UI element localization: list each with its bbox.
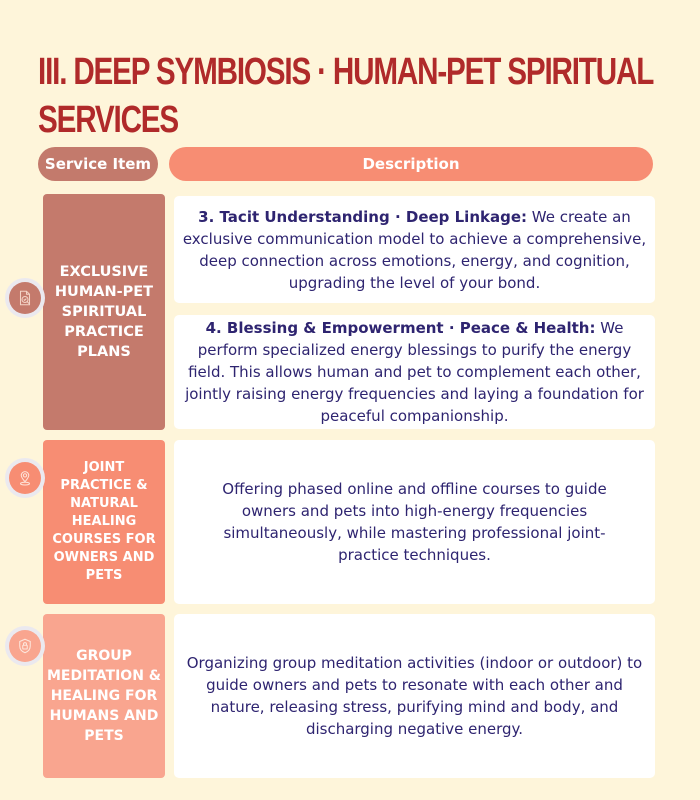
description-lead: 3. Tacit Understanding · Deep Linkage: [198,207,528,226]
service-icon-badge [5,458,45,498]
page-title: III. DEEP SYMBIOSIS · HUMAN-PET SPIRITUAL SERVICES [38,51,653,141]
description-card [174,196,655,303]
description-text: 4. Blessing & Empowerment · Peace & Health: We perform specialized energy blessings to purify the energy field. This allows human and pet to complement each other, jointly raising energy frequencies and laying a foundation for peaceful companionship. [185,319,644,425]
header-service-item: Service Item [38,147,158,181]
description-text: Offering phased online and offline courses to guide owners and pets into high-energy frequencies simultaneously, while mastering professional joint-practice techniques. [222,480,607,564]
description-text: Organizing group meditation activities (indoor or outdoor) to guide owners and pets to resonate with each other and nature, releasing stress, purifying mind and body, and discharging negative energy. [186,654,643,738]
description-card [174,440,655,604]
description-card [174,614,655,778]
service-item-label: EXCLUSIVE HUMAN-PET SPIRITUAL PRACTICE PLANS [54,264,154,360]
service-item-cell [43,194,165,430]
service-item-label: JOINT PRACTICE & NATURAL HEALING COURSES FOR OWNERS AND PETS [52,460,156,583]
service-item-cell [43,440,165,604]
location-pin-icon [16,469,34,487]
service-icon-badge [5,626,45,666]
description-card [174,315,655,429]
service-item-cell [43,614,165,778]
description-lead: 4. Blessing & Empowerment · Peace & Health: [205,319,596,337]
service-item-label: GROUP MEDITATION & HEALING FOR HUMANS AND PETS [47,648,161,744]
service-icon-badge [5,278,45,318]
document-check-icon [16,289,34,307]
description-text: 3. Tacit Understanding · Deep Linkage: We create an exclusive communication model to achieve a comprehensive, deep connection across emotions, energy, and cognition, upgrading the level of your bond. [182,207,647,292]
header-description: Description [169,147,653,181]
shield-lock-icon [16,637,34,655]
